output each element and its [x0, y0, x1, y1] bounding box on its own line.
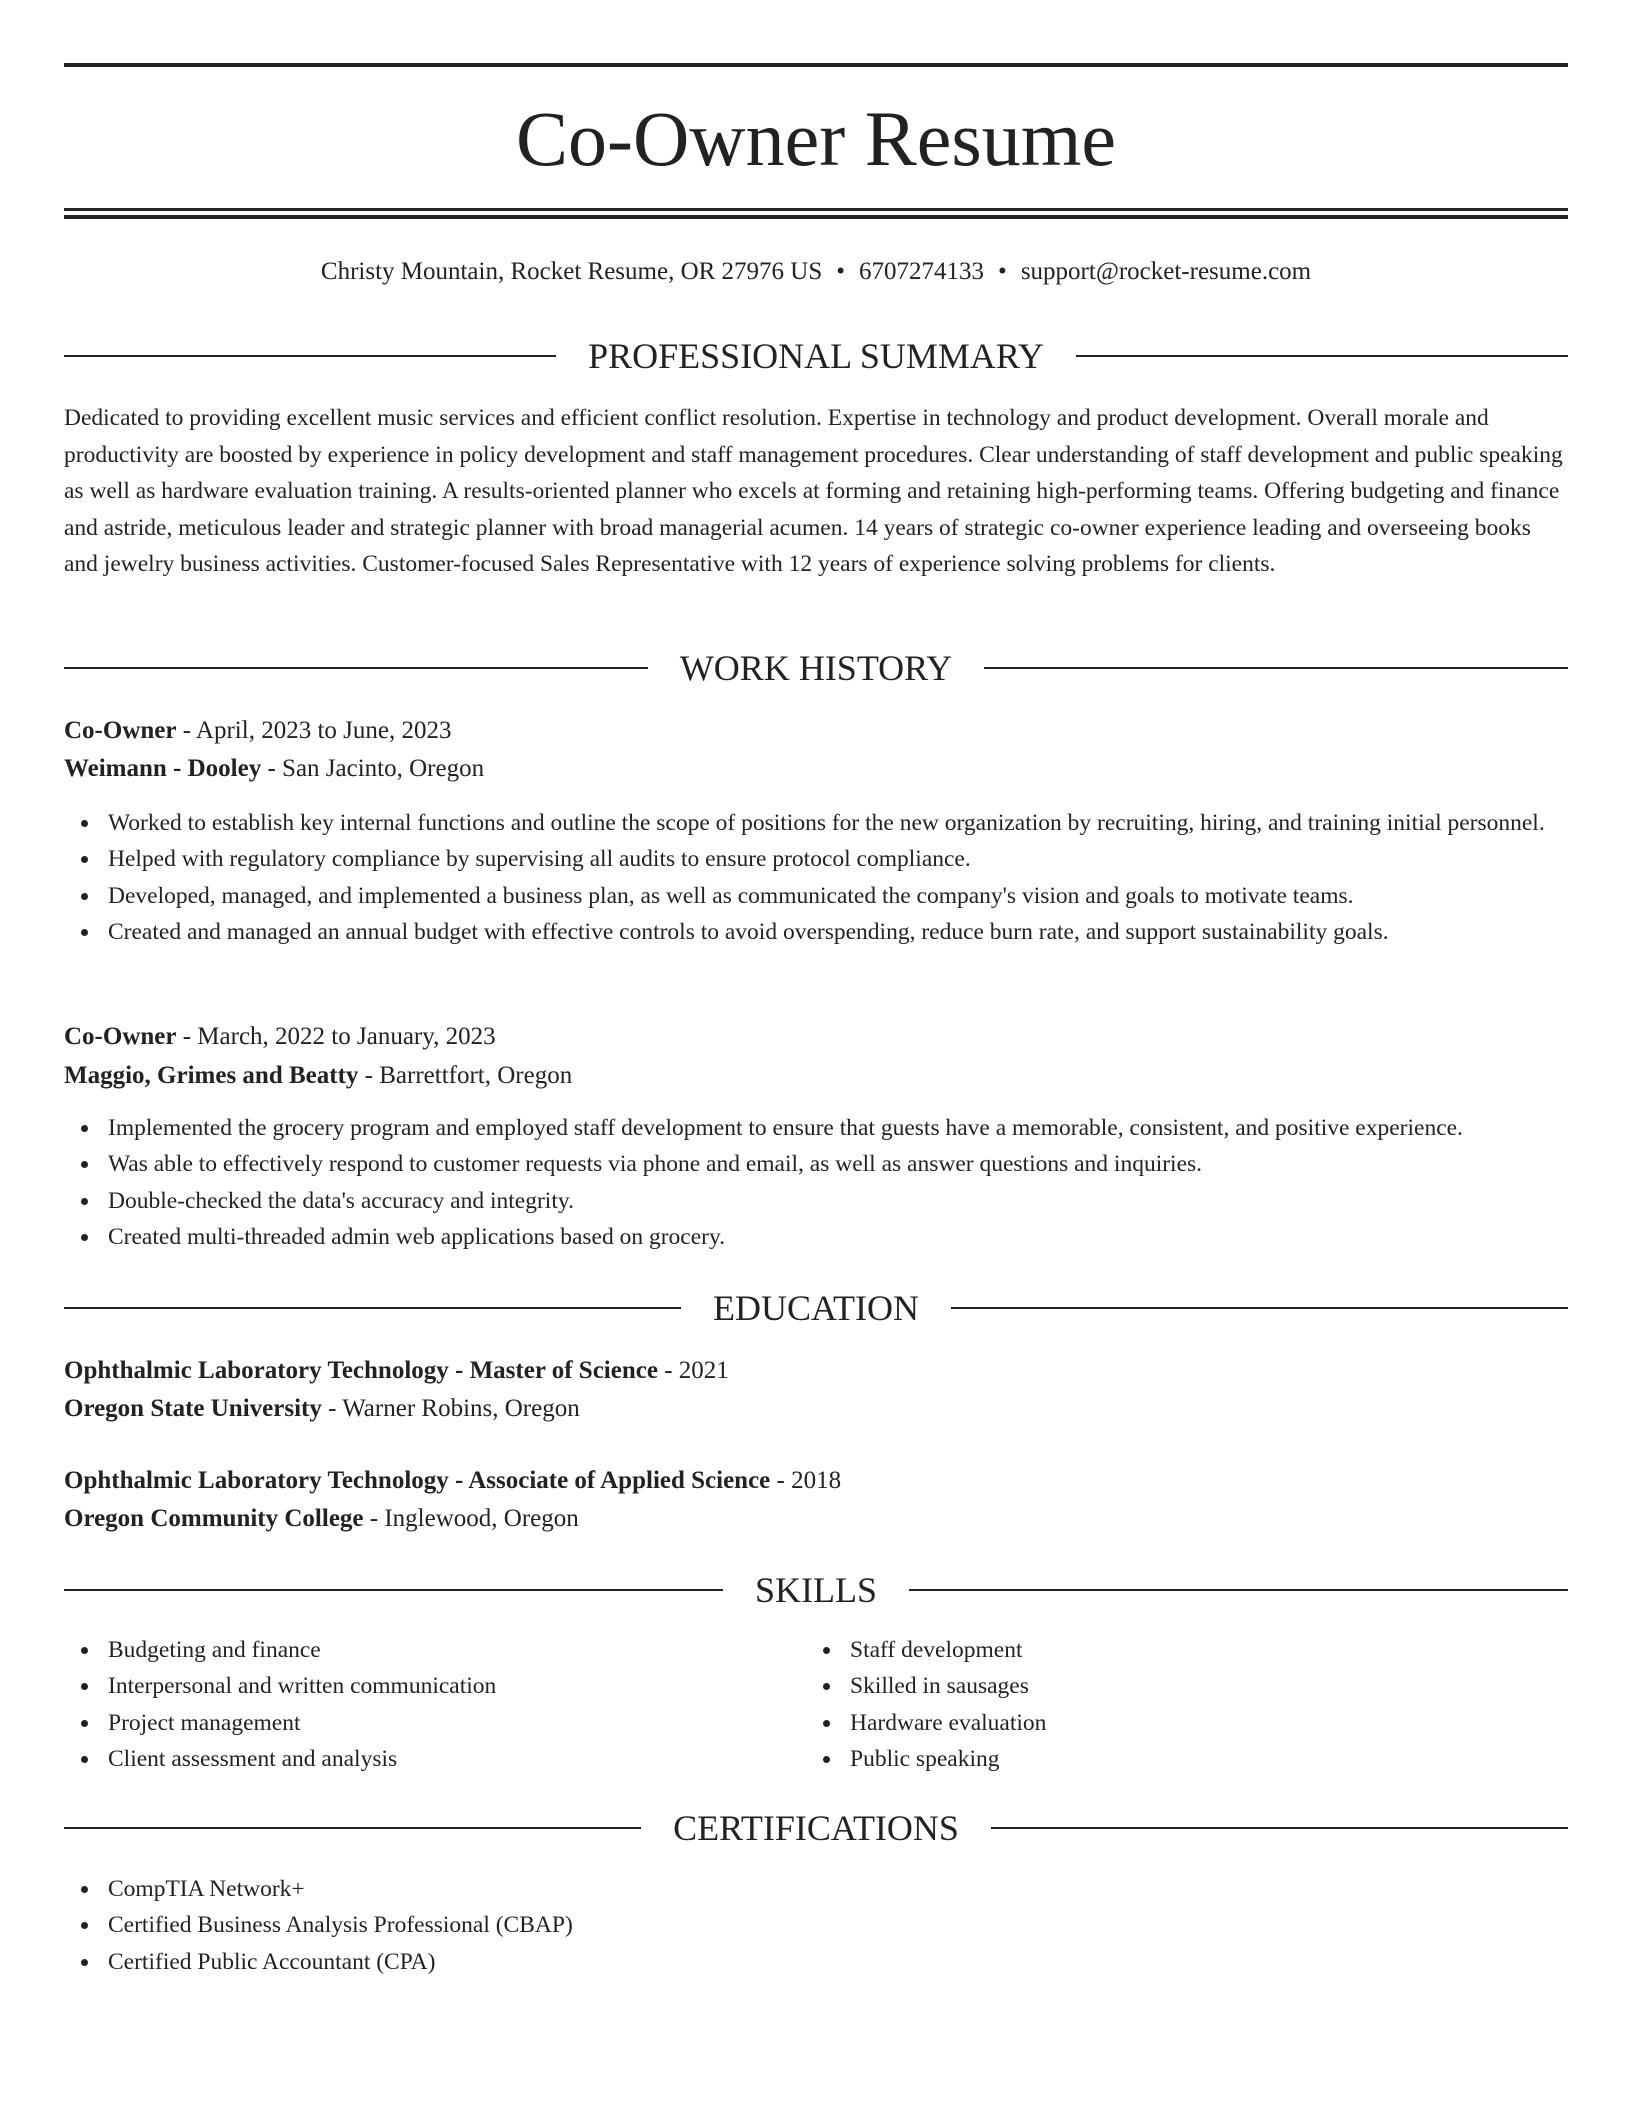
section-title-work: WORK HISTORY — [679, 648, 953, 688]
section-header-education — [64, 1286, 1568, 1330]
job-role: Co-Owner — [64, 717, 177, 744]
education-degree-line — [64, 1463, 1568, 1499]
summary-text: Dedicated to providing excellent music services and efficient conflict resolution. Expertise in technology and product development. Overall morale and productivity are boosted by experience in policy development and staff management procedures. Clear understanding of staff development and public speaking as well as hardware evaluation training. A results-oriented planner who excels at forming and retaining high-performing teams. Offering budgeting and finance and astride, meticulous leader and strategic planner with broad managerial acumen. 14 years of strategic co-owner experience leading and overseeing books and jewelry business activities. Customer-focused Sales Representative with 12 years of experience solving problems for clients. — [64, 405, 1563, 577]
skill-item: Project management — [108, 1705, 1612, 1741]
section-title-summary: PROFESSIONAL SUMMARY — [588, 336, 1044, 376]
contact-separator: • — [836, 258, 846, 285]
education-school: Oregon Community College — [64, 1505, 364, 1532]
contact-address: Christy Mountain, Rocket Resume, OR 27976 US — [320, 258, 823, 285]
skill-item: Client assessment and analysis — [108, 1741, 1612, 1777]
job-title-line — [64, 1019, 1568, 1055]
skill-item: Staff development — [850, 1632, 1632, 1668]
job-title-line — [64, 713, 1568, 749]
section-rule — [984, 667, 1568, 669]
job-location: - Barrettfort, Oregon — [358, 1062, 573, 1089]
title-divider-upper — [64, 208, 1568, 211]
section-rule — [1076, 355, 1568, 357]
skill-item: Interpersonal and written communication — [108, 1668, 1612, 1704]
section-title-skills: SKILLS — [755, 1570, 878, 1610]
job-bullets — [64, 805, 1612, 950]
section-title-certifications: CERTIFICATIONS — [673, 1808, 959, 1848]
section-header-certifications — [64, 1806, 1568, 1850]
education-location: - Warner Robins, Oregon — [321, 1395, 580, 1422]
job-role: Co-Owner — [64, 1023, 177, 1050]
job-dates: - March, 2022 to January, 2023 — [176, 1023, 496, 1050]
section-title-education: EDUCATION — [713, 1288, 919, 1328]
skill-item: Hardware evaluation — [850, 1705, 1632, 1741]
section-rule — [64, 355, 556, 357]
education-school-line — [64, 1391, 1568, 1427]
education-school-line — [64, 1501, 1568, 1537]
skill-item: Skilled in sausages — [850, 1668, 1632, 1704]
job-bullets — [64, 1110, 1612, 1255]
education-degree-line — [64, 1353, 1568, 1389]
job-bullet: Implemented the grocery program and employed staff development to ensure that guests have a memorable, consistent, and positive experience. — [108, 1110, 1612, 1146]
section-header-work — [64, 646, 1568, 690]
job-location: - San Jacinto, Oregon — [261, 755, 485, 782]
top-divider — [64, 63, 1568, 67]
education-school: Oregon State University — [64, 1395, 322, 1422]
title-divider-lower — [64, 215, 1568, 219]
job-bullet: Helped with regulatory compliance by supervising all audits to ensure protocol compliance. — [108, 841, 1612, 877]
certification-item: Certified Business Analysis Professional (CBAP) — [108, 1907, 1612, 1943]
section-rule — [951, 1307, 1568, 1309]
contact-email: support@rocket-resume.com — [1020, 258, 1312, 285]
section-rule — [909, 1589, 1568, 1591]
education-year: - 2018 — [770, 1467, 842, 1494]
job-dates: - April, 2023 to June, 2023 — [176, 717, 452, 744]
job-bullet: Was able to effectively respond to customer requests via phone and email, as well as answer questions and inquiries. — [108, 1146, 1612, 1182]
section-rule — [64, 1827, 641, 1829]
education-degree: Ophthalmic Laboratory Technology - Associate of Applied Science — [64, 1467, 771, 1494]
job-bullet: Double-checked the data's accuracy and integrity. — [108, 1183, 1612, 1219]
education-location: - Inglewood, Oregon — [363, 1505, 579, 1532]
education-year: - 2021 — [657, 1357, 729, 1384]
job-bullet: Created multi-threaded admin web applications based on grocery. — [108, 1219, 1612, 1255]
job-company: Maggio, Grimes and Beatty — [64, 1062, 359, 1089]
section-header-skills — [64, 1568, 1568, 1612]
section-rule — [991, 1827, 1568, 1829]
skill-item: Budgeting and finance — [108, 1632, 1612, 1668]
resume-title: Co-Owner Resume — [515, 95, 1117, 182]
section-header-summary — [64, 334, 1568, 378]
job-company-line — [64, 1058, 1568, 1094]
section-rule — [64, 667, 648, 669]
skill-item: Public speaking — [850, 1741, 1632, 1777]
job-bullet: Worked to establish key internal functions and outline the scope of positions for the new organization by recruiting, hiring, and training initial personnel. — [108, 805, 1612, 841]
section-rule — [64, 1307, 681, 1309]
job-bullet: Developed, managed, and implemented a business plan, as well as communicated the company's vision and goals to motivate teams. — [108, 878, 1612, 914]
job-company-line — [64, 751, 1568, 787]
certification-item: CompTIA Network+ — [108, 1871, 1612, 1907]
certification-item: Certified Public Accountant (CPA) — [108, 1944, 1612, 1980]
contact-phone: 6707274133 — [859, 258, 985, 285]
job-bullet: Created and managed an annual budget with effective controls to avoid overspending, reduce burn rate, and support sustainability goals. — [108, 914, 1612, 950]
contact-separator: • — [998, 258, 1007, 285]
section-rule — [64, 1589, 723, 1591]
skills-list-right — [806, 1632, 1632, 1777]
contact-line — [64, 255, 1568, 289]
education-degree: Ophthalmic Laboratory Technology - Master of Science — [64, 1357, 658, 1384]
job-company: Weimann - Dooley — [64, 755, 262, 782]
certifications-list — [64, 1871, 1612, 1980]
